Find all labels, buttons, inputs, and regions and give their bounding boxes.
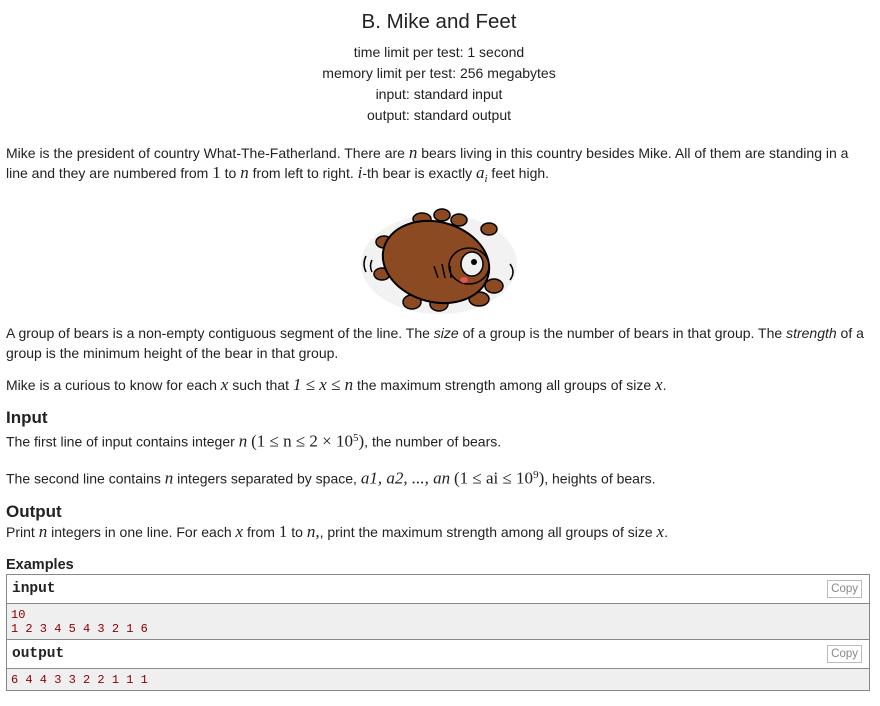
- memory-limit: memory limit per test: 256 megabytes: [322, 65, 556, 81]
- output-description: Print n integers in one line. For each x from 1 to n,, print the maximum strength among all groups of size x.: [6, 522, 668, 542]
- statement-paragraph-1: Mike is the president of country What-The-Fatherland. There are n bears living in this country besides Mike. All of them are standing in a line and they are numbered from 1 to n from left to right. i-th bear is exactly $a_i$ feet high.: [6, 143, 849, 185]
- examples-title: Examples: [6, 557, 74, 574]
- problem-header: [6, 0, 872, 126]
- input-section-title: Input: [6, 407, 48, 427]
- problem-title: B. Mike and Feet: [361, 10, 517, 33]
- output-file: output: standard output: [367, 107, 511, 123]
- example-input-label: input: [12, 581, 56, 598]
- copy-input-button[interactable]: Copy: [827, 580, 862, 598]
- bear-illustration: [354, 204, 524, 318]
- time-limit: time limit per test: 1 second: [353, 44, 525, 60]
- example-input-content: 10 1 2 3 4 5 4 3 2 1 6: [7, 604, 869, 640]
- example-input-header: [7, 575, 869, 604]
- input-line-1: The first line of input contains integer n $(1 \le n \le 2 \times 10^5)$, the number of bears.: [6, 431, 502, 451]
- statement-paragraph-3: Mike is a curious to know for each x such that 1 ≤ x ≤ n the maximum strength among all groups of size x.: [6, 374, 667, 394]
- output-section-title: Output: [6, 502, 62, 522]
- example-output-label: output: [12, 646, 65, 663]
- example-output-header: [7, 640, 869, 669]
- statement-paragraph-2: A group of bears is a non-empty contiguous segment of the line. The size of a group is the number of bears in that group. The strength of a group is the minimum height of the bear in that group.: [6, 324, 864, 361]
- copy-output-button[interactable]: Copy: [827, 645, 862, 663]
- input-line-2: The second line contains n integers separated by space, a1, a2, ..., an (1 ≤ ai ≤ $10^9$), heights of bears.: [6, 469, 656, 489]
- problem-statement: [6, 0, 872, 691]
- examples-block: [6, 574, 870, 691]
- input-file: input: standard input: [375, 86, 503, 102]
- example-output-content: 6 4 4 3 3 2 2 1 1 1: [7, 669, 869, 690]
